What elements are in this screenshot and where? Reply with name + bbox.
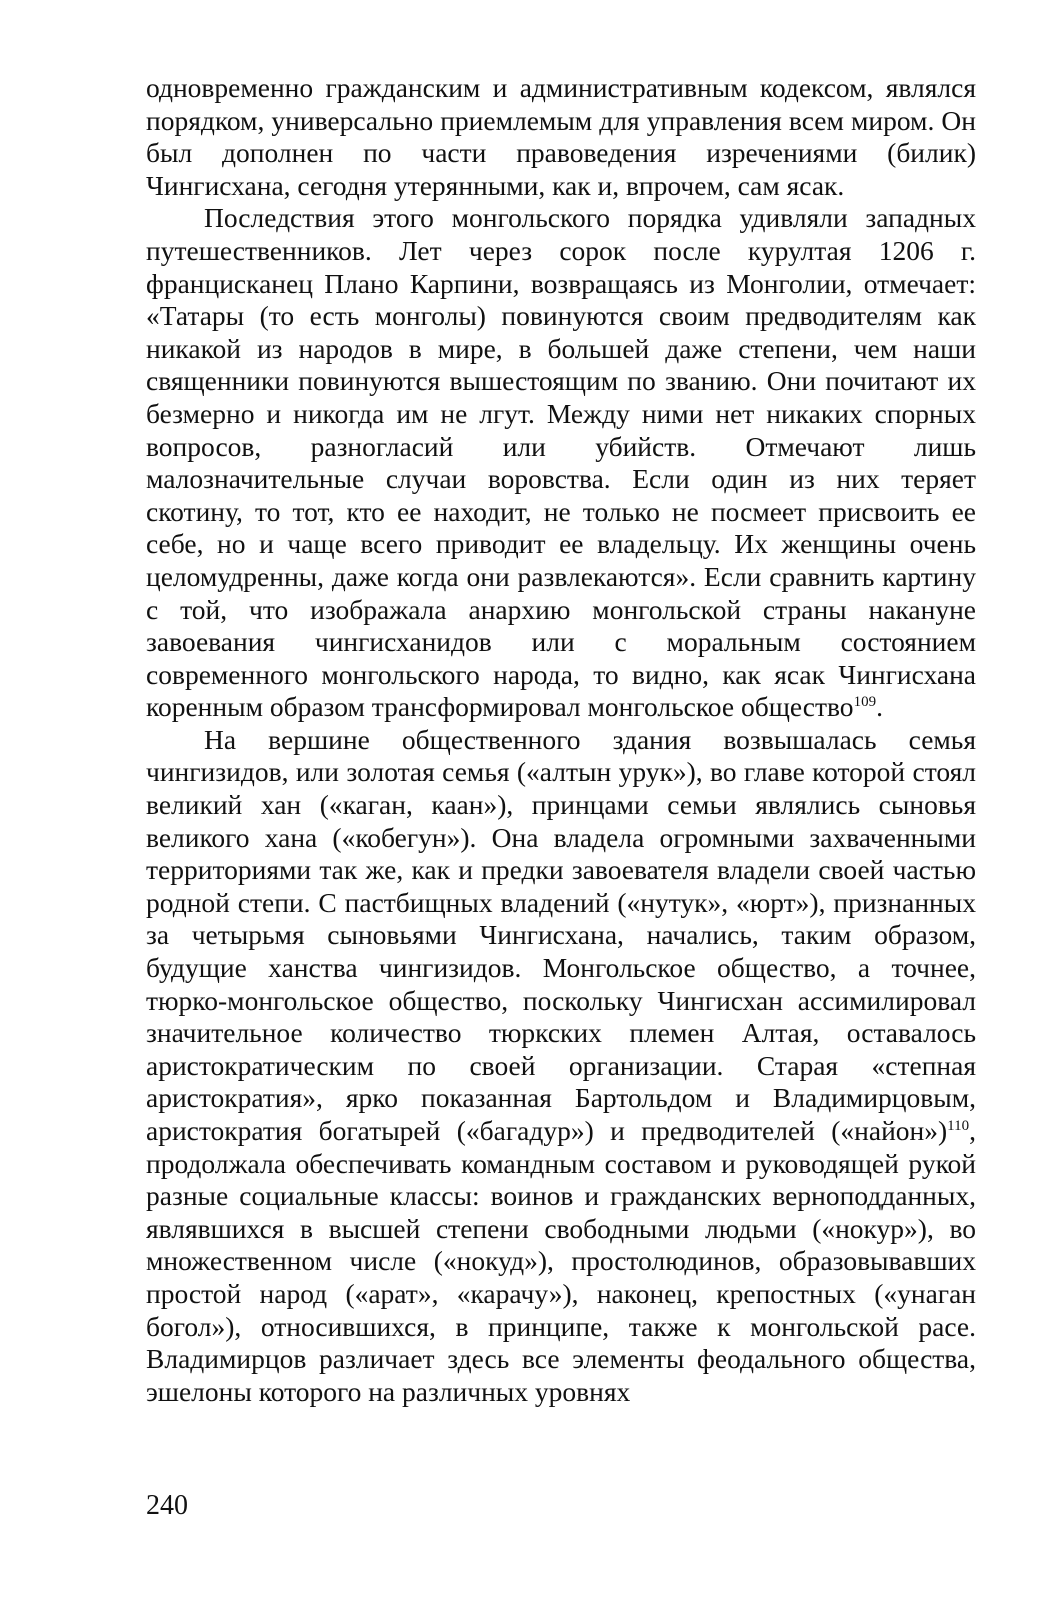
paragraph-3-text-b: , продолжала обеспечивать командным составом и руководящей рукой разные социальные классы: воинов и гражданских верноподданных, являвшихся в высшей степени свободными людьми («нокур»), во множественном числе («нокуд»), простолюдинов, образовывавших простой народ («арат», «карачу»), наконец, крепостных («унаган богол»), относившихся, в принципе, также к монгольской расе. Владимирцов различает здесь все элементы феодального общества, эшелоны которого на различных уровнях [146, 1115, 976, 1407]
footnote-ref-110: 110 [947, 1118, 970, 1134]
page-body [146, 72, 976, 1408]
paragraph-2 [146, 202, 976, 724]
paragraph-2-end: . [876, 691, 883, 723]
footnote-ref-109: 109 [853, 694, 877, 711]
paragraph-3 [146, 724, 976, 1408]
paragraph-3-text-a: На вершине общественного здания возвышалась семья чингизидов, или золотая семья («алтын урук»), во главе которой стоял великий хан («каган, каан»), принцами семьи являлись сыновья великого хана («кобегун»). Она владела огромными захваченными территориями так же, как и предки завоевателя владели своей частью родной степи. С пастбищных владений («нутук», «юрт»), признанных за четырьмя сыновьями Чингисхана, начались, таким образом, будущие ханства чингизидов. Монгольское общество, а точнее, тюрко-монгольское общество, поскольку Чингисхан ассимилировал значительное количество тюркских племен Алтая, оставалось аристократическим по своей организации. Старая «степная аристократия», ярко показанная Бартольдом и Владимирцовым, аристократия богатырей («багадур») и предводителей («найон») [146, 723, 976, 1146]
paragraph-2-text: Последствия этого монгольского порядка удивляли западных путешественников. Лет через сорок после курултая 1206 г. францисканец Плано Карпини, возвращаясь из Монголии, отмечает: «Татары (то есть монголы) повинуются своим предводителям как никакой из народов в мире, в большей даже степени, чем наши священники повинуются вышестоящим по званию. Они почитают их безмерно и никогда им не лгут. Между ними нет никаких спорных вопросов, разногласий или убийств. Отмечают лишь малозначительные случаи воровства. Если один из них теряет скотину, то тот, кто ее находит, не только не посмеет присвоить ее себе, но и чаще всего приводит ее владельцу. Их женщины очень целомудренны, даже когда они развлекаются». Если сравнить картину с той, что изображала анархию монгольской страны накануне завоевания чингисханидов или с моральным состоянием современного монгольского народа, то видно, как ясак Чингисхана коренным образом трансформировал монгольское общество [146, 202, 976, 723]
page-number: 240 [146, 1490, 188, 1521]
paragraph-1: одновременно гражданским и административным кодексом, являлся порядком, универсально приемлемым для управления всем миром. Он был дополнен по части правоведения изречениями (билик) Чингисхана, сегодня утерянными, как и, впрочем, сам ясак. [146, 72, 976, 201]
